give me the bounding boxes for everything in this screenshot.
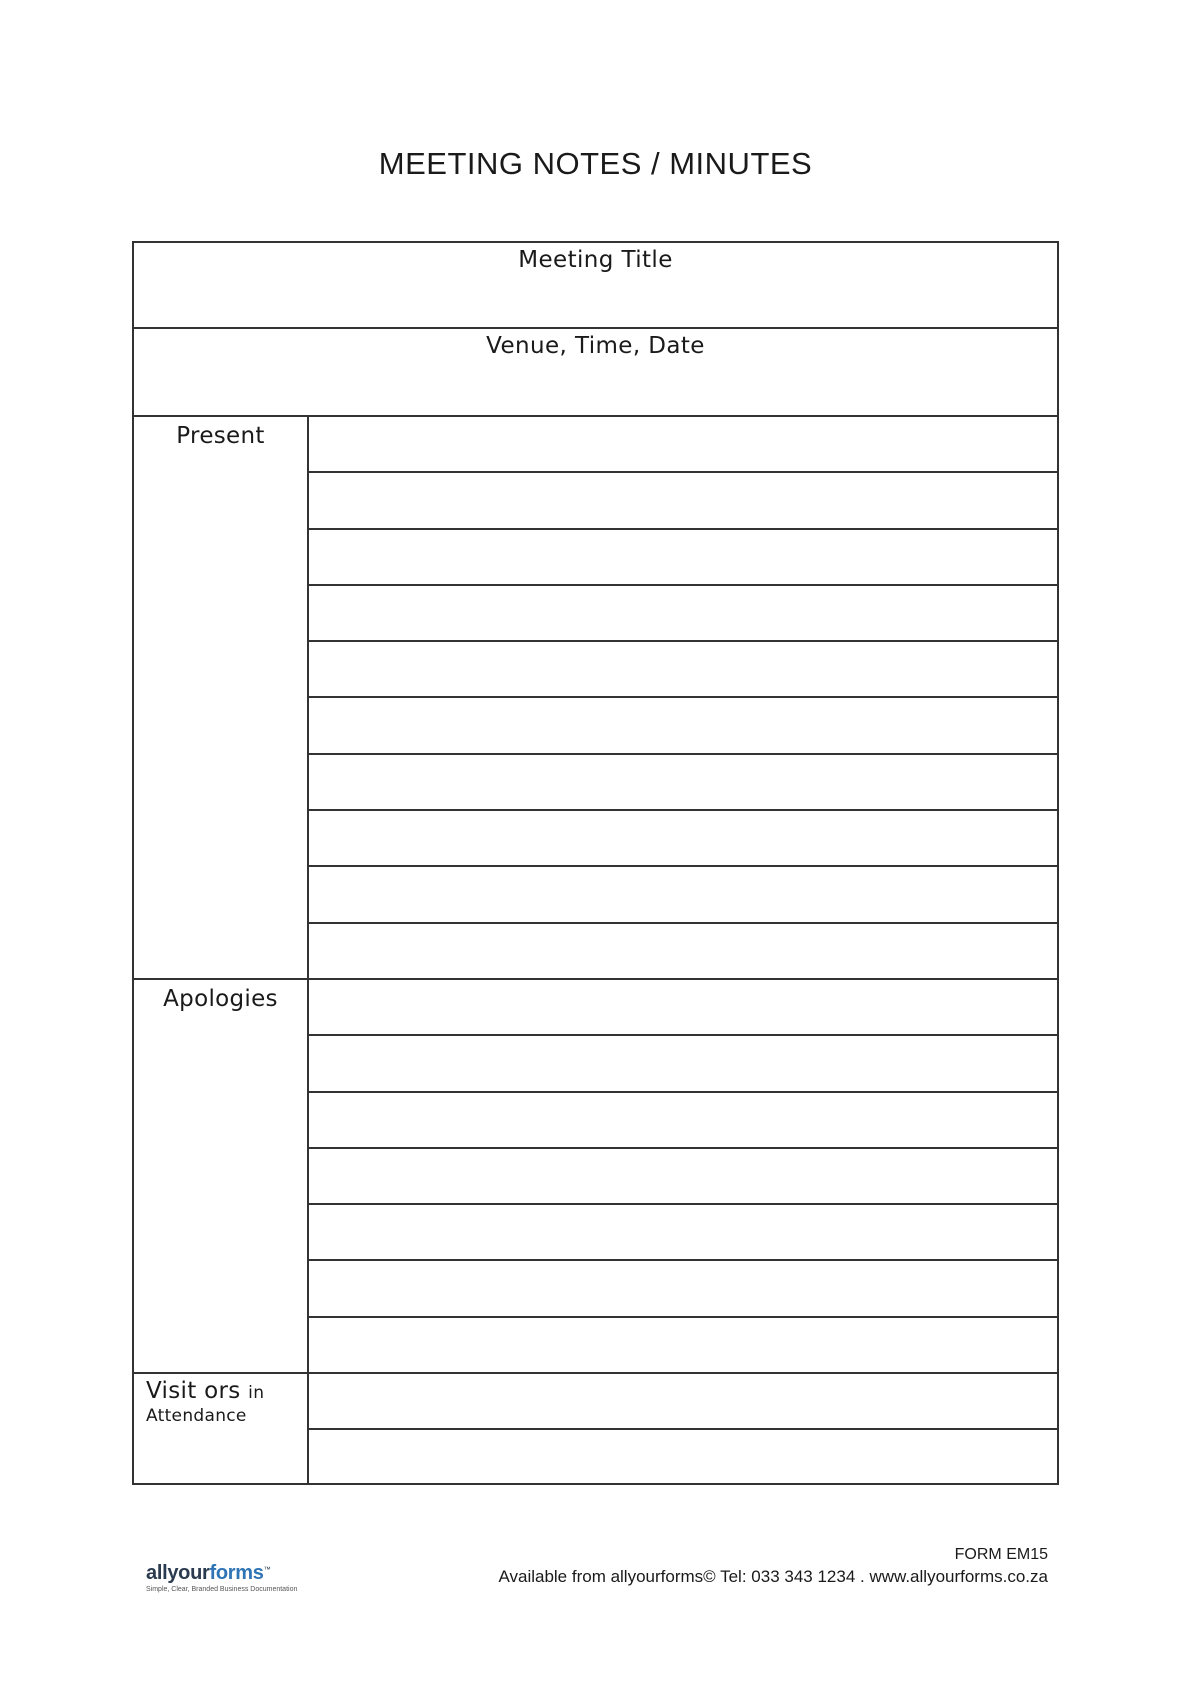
logo-tagline: Simple, Clear, Branded Business Documentation: [146, 1586, 298, 1593]
apologies-section-label-cell: [134, 980, 309, 1374]
meeting-title-row[interactable]: [134, 243, 1057, 329]
meeting-title-label: Meeting Title: [518, 247, 673, 273]
visitors-label-suffix: in: [248, 1383, 265, 1403]
entry-line-row[interactable]: [309, 530, 1057, 586]
form-code: FORM EM15: [954, 1546, 1048, 1563]
minutes-form-table: [132, 241, 1059, 1485]
entry-line-row[interactable]: [309, 1093, 1057, 1149]
apologies-label: Apologies: [163, 986, 278, 1012]
entry-line-row[interactable]: [309, 417, 1057, 473]
entry-line-row[interactable]: [309, 1374, 1057, 1430]
present-label: Present: [176, 423, 265, 449]
venue-time-date-row[interactable]: [134, 329, 1057, 417]
allyourforms-logo: [146, 1562, 297, 1593]
visitors-label: [134, 1380, 307, 1426]
entry-line-row[interactable]: [309, 473, 1057, 529]
entry-line-row[interactable]: [309, 980, 1057, 1036]
logo-text-1: allyour: [146, 1562, 210, 1584]
page-title: MEETING NOTES / MINUTES: [378, 146, 813, 181]
visitors-section-label-cell: [134, 1374, 309, 1483]
logo-wordmark: [146, 1562, 297, 1585]
entry-line-row[interactable]: [309, 924, 1057, 980]
entry-line-row[interactable]: [309, 1318, 1057, 1374]
entry-line-row[interactable]: [309, 1036, 1057, 1092]
entry-line-row[interactable]: [309, 811, 1057, 867]
entry-line-row[interactable]: [309, 1262, 1057, 1318]
visitors-label-main: Visit ors: [146, 1378, 241, 1404]
present-section-label-cell: [134, 417, 309, 980]
entry-line-row[interactable]: [309, 586, 1057, 642]
visitors-label-line2: Attendance: [146, 1406, 247, 1426]
availability-text: Available from allyourforms© Tel: 033 343 1234 . www.allyourforms.co.za: [498, 1567, 1048, 1586]
entry-line-row[interactable]: [309, 1149, 1057, 1205]
entry-line-row[interactable]: [309, 1430, 1057, 1486]
entry-line-row[interactable]: [309, 755, 1057, 811]
entry-line-row[interactable]: [309, 699, 1057, 755]
venue-time-date-label: Venue, Time, Date: [486, 333, 705, 359]
entry-line-row[interactable]: [309, 642, 1057, 698]
entry-line-row[interactable]: [309, 867, 1057, 923]
logo-text-2: forms: [209, 1562, 264, 1584]
entry-line-row[interactable]: [309, 1205, 1057, 1261]
logo-tm: ™: [263, 1566, 271, 1574]
